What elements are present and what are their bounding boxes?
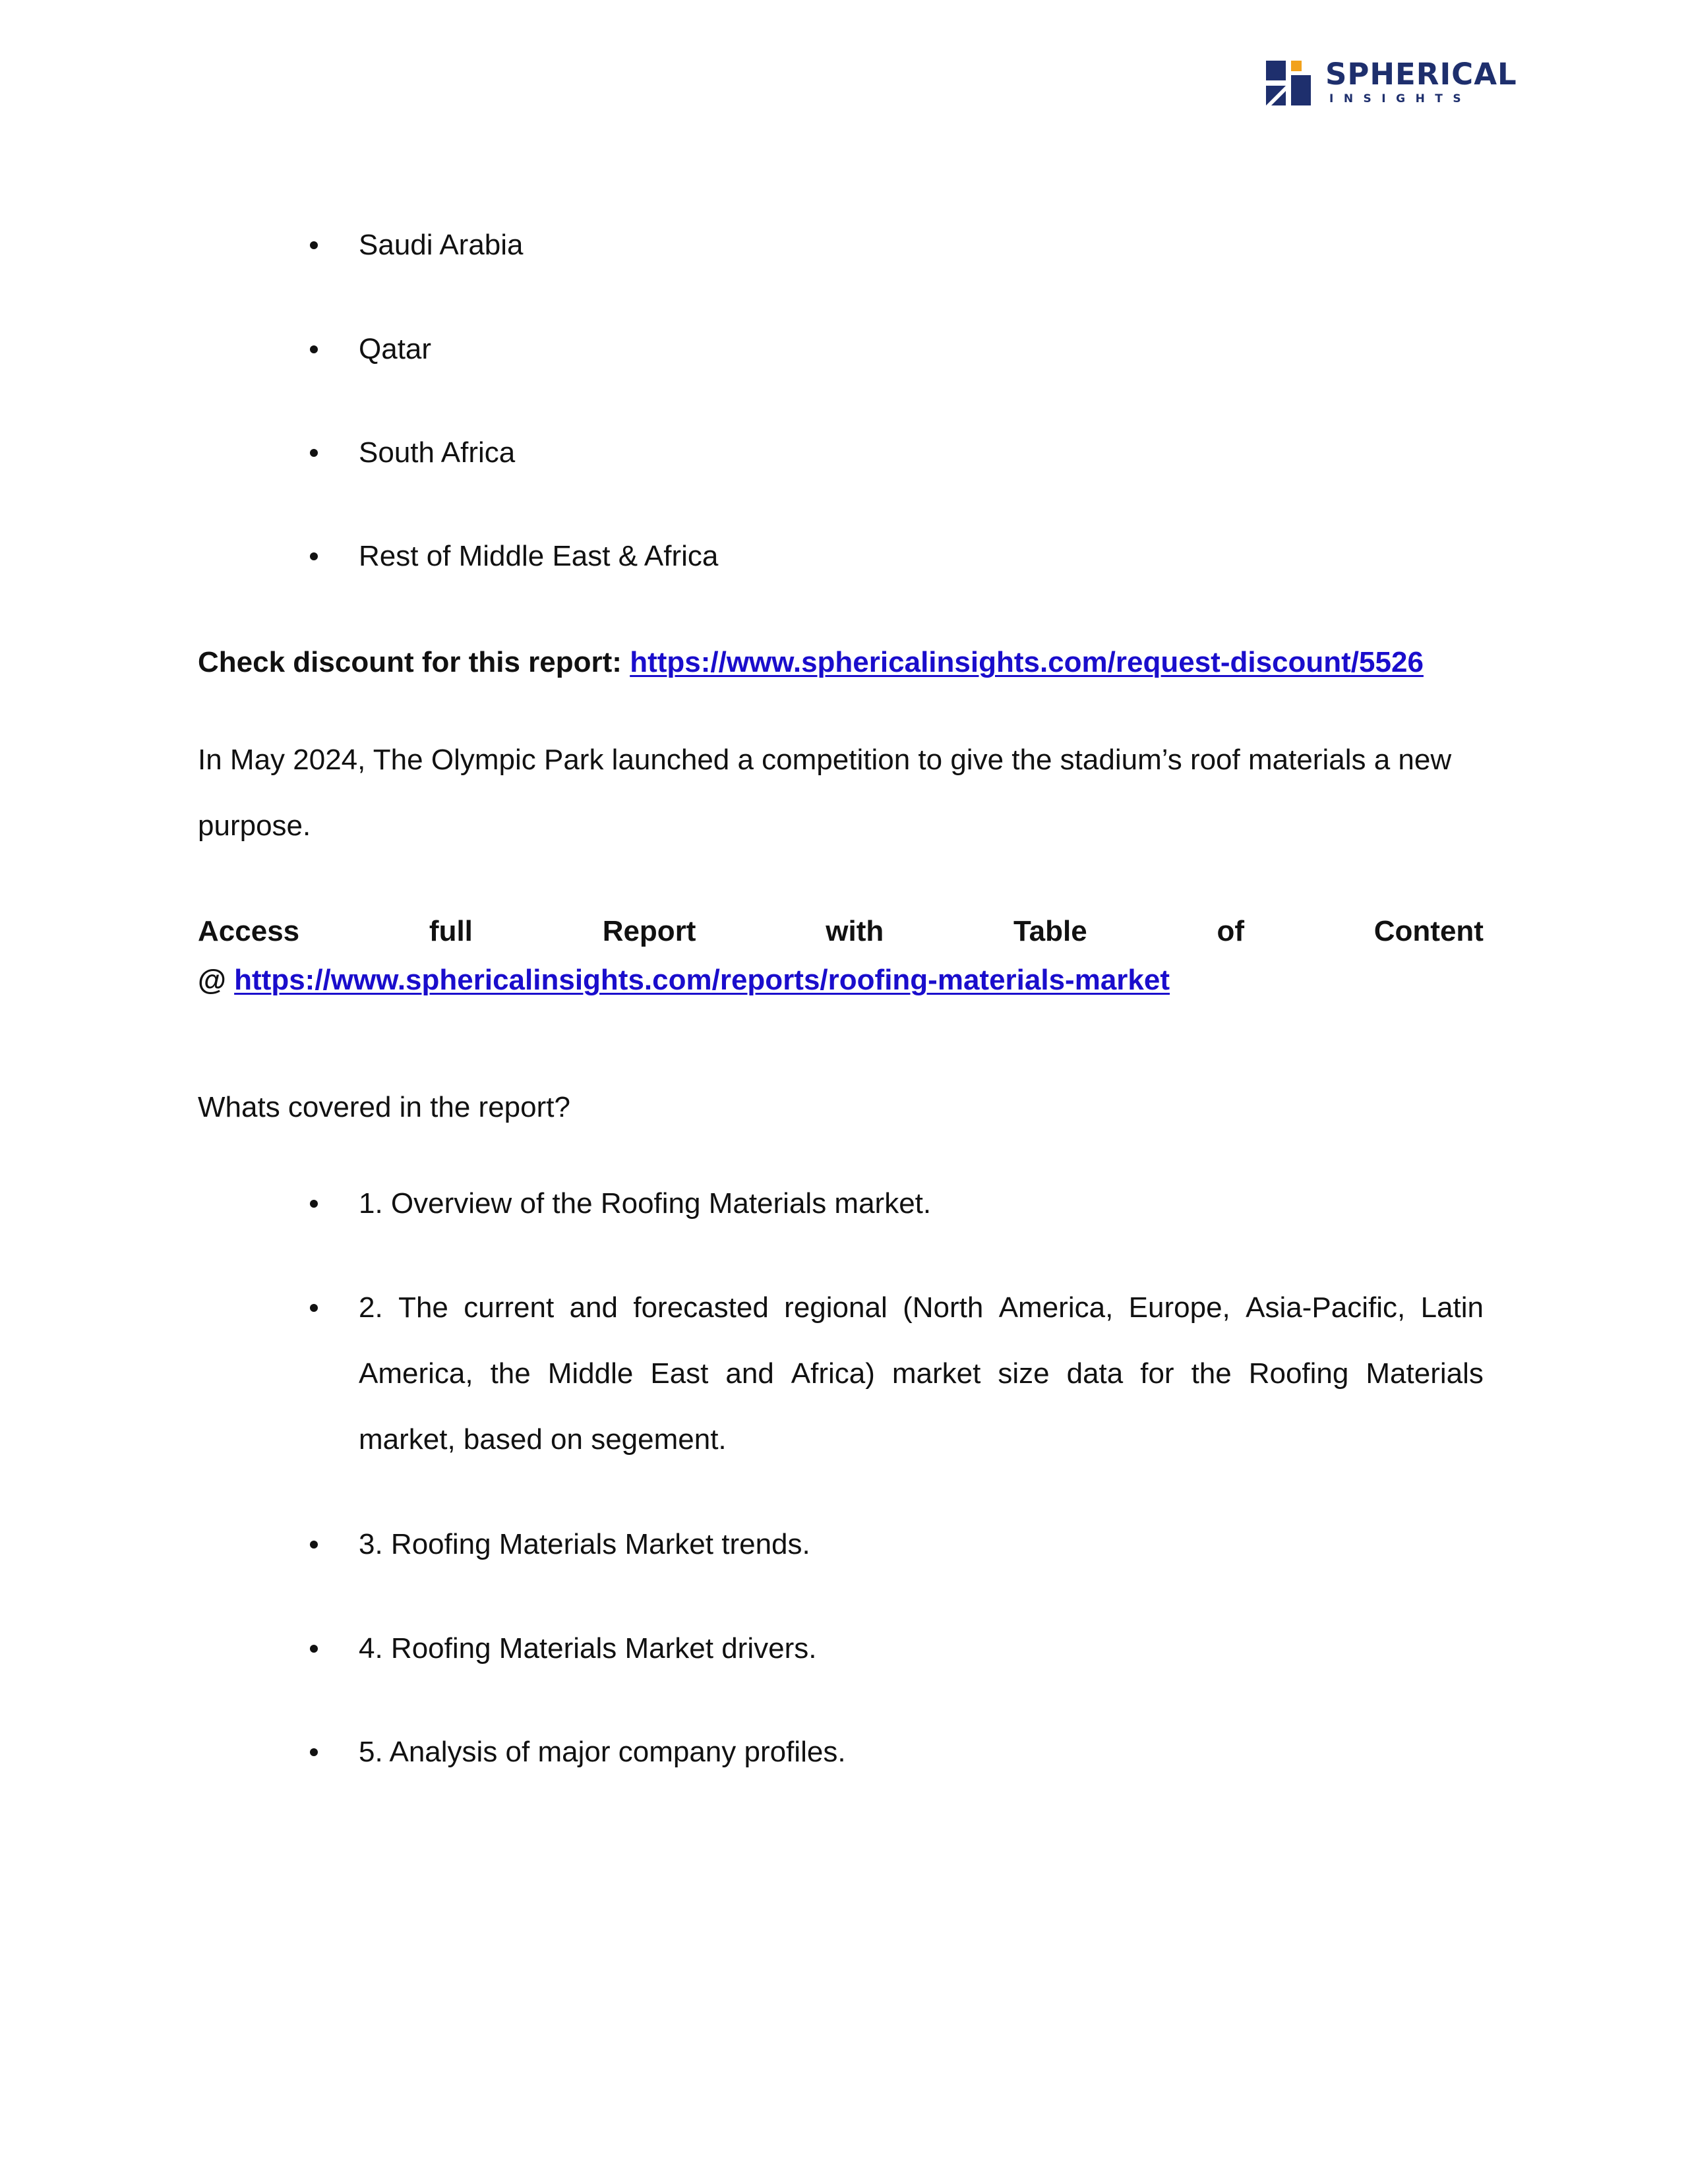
word: data xyxy=(1066,1357,1124,1390)
word: for xyxy=(1140,1357,1174,1390)
word: and xyxy=(569,1291,618,1324)
bullet-icon xyxy=(310,241,318,249)
list-item-text: 5. Analysis of major company profiles. xyxy=(359,1736,846,1768)
list-item-text: 3. Roofing Materials Market trends. xyxy=(359,1528,810,1560)
bullet-icon xyxy=(310,1645,318,1653)
list-item-text: Qatar xyxy=(359,333,432,365)
list-item-text-line-3: market, based on segement. xyxy=(359,1423,727,1456)
word: (North xyxy=(903,1291,984,1324)
discount-label: Check discount for this report: xyxy=(198,646,622,678)
access-word: Content xyxy=(1373,915,1484,947)
at-symbol: @ xyxy=(198,964,226,996)
list-item xyxy=(310,1291,1484,1462)
word: 2. xyxy=(359,1291,383,1324)
report-link[interactable]: https://www.sphericalinsights.com/reports/roofing-materials-market xyxy=(234,964,1170,996)
word: the xyxy=(490,1357,531,1390)
bullet-icon xyxy=(310,1200,318,1208)
bullet-icon xyxy=(310,1304,318,1312)
access-word: of xyxy=(1217,915,1244,947)
list-item-text: South Africa xyxy=(359,436,516,469)
word: and xyxy=(725,1357,774,1390)
access-word: Table xyxy=(1013,915,1087,947)
logo-wordmark: SPHERICAL xyxy=(1325,57,1517,92)
bullet-icon xyxy=(310,1748,318,1756)
list-item-text: Rest of Middle East & Africa xyxy=(359,540,719,572)
list-item-text: Saudi Arabia xyxy=(359,229,524,261)
list-item-text: 4. Roofing Materials Market drivers. xyxy=(359,1632,817,1665)
word: Europe, xyxy=(1128,1291,1230,1324)
logo-mark-icon xyxy=(1266,61,1316,105)
access-report-heading xyxy=(198,914,1484,949)
word: current xyxy=(464,1291,555,1324)
list-item-text: 1. Overview of the Roofing Materials market. xyxy=(359,1187,932,1220)
word: size xyxy=(998,1357,1050,1390)
word: East xyxy=(650,1357,709,1390)
list-item-text-line-1 xyxy=(359,1291,1484,1325)
word: Middle xyxy=(547,1357,634,1390)
discount-link[interactable]: https://www.sphericalinsights.com/request-discount/5526 xyxy=(630,646,1424,678)
word: Materials xyxy=(1366,1357,1484,1390)
news-paragraph-line-2: purpose. xyxy=(198,810,311,842)
bullet-icon xyxy=(310,1541,318,1549)
word: Africa) xyxy=(791,1357,875,1390)
word: regional xyxy=(784,1291,888,1324)
word: America, xyxy=(998,1291,1114,1324)
bullet-icon xyxy=(310,345,318,353)
word: Latin xyxy=(1420,1291,1484,1324)
word: The xyxy=(398,1291,448,1324)
bullet-icon xyxy=(310,449,318,457)
bullet-icon xyxy=(310,552,318,560)
covered-heading: Whats covered in the report? xyxy=(198,1091,570,1123)
word: Roofing xyxy=(1248,1357,1349,1390)
access-word: with xyxy=(826,915,884,947)
news-paragraph-line-1: In May 2024, The Olympic Park launched a competition to give the stadium’s roof materials a new xyxy=(198,744,1452,776)
word: market xyxy=(891,1357,981,1390)
word: Asia-Pacific, xyxy=(1246,1291,1406,1324)
access-word: Report xyxy=(602,915,696,947)
list-item-text-line-2 xyxy=(359,1357,1484,1391)
access-link-line xyxy=(198,963,1484,997)
logo-subtitle: INSIGHTS xyxy=(1329,92,1472,105)
access-word: Access xyxy=(198,915,300,947)
word: forecasted xyxy=(633,1291,769,1324)
spherical-insights-logo xyxy=(1266,57,1517,108)
word: America, xyxy=(359,1357,473,1390)
discount-paragraph xyxy=(198,645,1484,680)
access-word: full xyxy=(429,915,473,947)
word: the xyxy=(1191,1357,1232,1390)
